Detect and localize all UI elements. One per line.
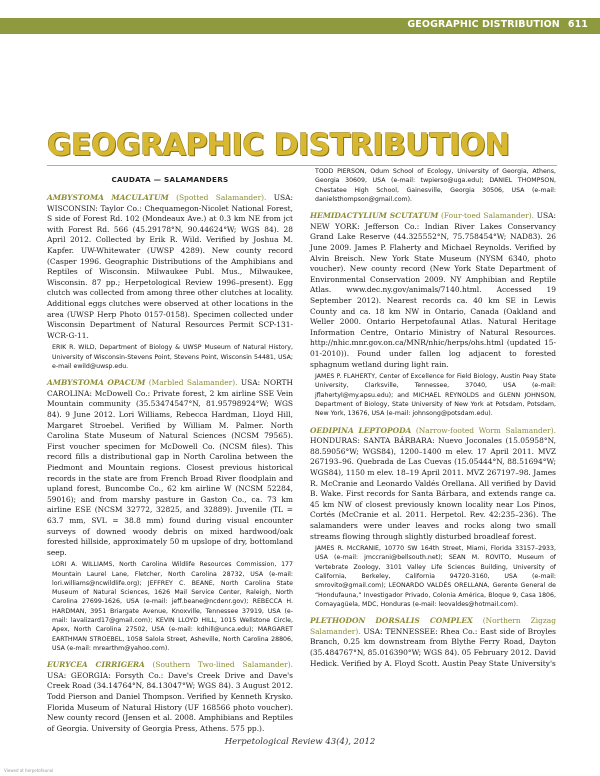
common-name: (Spotted Salamander). bbox=[176, 193, 267, 202]
section-title: GEOGRAPHIC DISTRIBUTION bbox=[47, 128, 510, 163]
species-entry bbox=[47, 660, 293, 734]
right-column bbox=[310, 165, 556, 676]
species-entry bbox=[310, 211, 556, 418]
common-name: (Four-toed Salamander). bbox=[441, 211, 534, 221]
entry-text: USA: GEORGIA: Forsyth Co.: Dave's Creek Drive and Dave's Creek Road (34.14764°N, 84.13047°W; WGS 84). 3 August 2012. Todd Pierson and Daniel Thompson. Verified by Kenneth Krysko. Florida Museum of Natural History (UF 168566 photo voucher). New county record (Jensen et al. 2008. Amphibians and Reptiles of Georgia. University of Georgia Press, Athens. 575 pp.). bbox=[47, 670, 293, 733]
journal-footer: Herpetological Review 43(4), 2012 bbox=[224, 737, 376, 747]
running-header bbox=[407, 19, 588, 30]
species-entry bbox=[310, 616, 556, 669]
common-name: (Marbled Salamander). bbox=[148, 378, 238, 388]
entry-authors: TODD PIERSON, Odum School of Ecology, University of Georgia, Athens, Georgia 30609, USA (e-mail: twpierso@uga.edu); DANIEL THOMPSON, Chestatee High School, Gainesville, Georgia 30506, USA (e-mail: danielsthompson@gmail.com). bbox=[315, 168, 556, 203]
left-column bbox=[47, 172, 293, 741]
entry-authors: ERIK R. WILD, Department of Biology & UWSP Museum of Natural History, University of Wisconsin-Stevens Point, Stevens Point, Wisconsin 54481, USA; e-mail ewild@uwsp.edu. bbox=[52, 344, 293, 370]
entry-text: USA: TENNESSEE: Rhea Co.: East side of Broyles Branch, 0.25 km downstream from Blythe Ferry Road, Dayton (35.484767°N, 85.016390°W; WGS 84). 05 February 2012. David Hedick. Verified by A. Floyd Scott. Austin Peay State University's bbox=[310, 626, 556, 668]
species-name: AMBYSTOMA OPACUM bbox=[47, 378, 146, 388]
entry-authors: JAMES P. FLAHERTY, Center of Excellence for Field Biology, Austin Peay State University, Clarksville, Tennessee, 37040, USA (e-mail: jflahertyl@my.apsu.edu); and MICHAEL REYNOLDS and GLENN JOHNSON, Department of Biology, State University of New York at Potsdam, Potsdam, New York, 13676, USA (e-mail: johnsong@potsdam.edu). bbox=[315, 373, 556, 418]
entry-text: USA: WISCONSIN: Taylor Co.: Chequamegon-Nicolet National Forest, S side of Forest Rd. 102 (Mondeaux Ave.) at 0.3 km NE from jct with Forest Rd. 566 (45.29178°N, 90.44624°W; WGS 84). 28 April 2012. Collected by Erik R. Wild. Verified by Joshua M. Kapfer. UW-Whitewater (UWSP 4289). New county record (Casper 1996. Geographic Distributions of the Amphibians and Reptiles of Wisconsin. Milwaukee Publ. Mus., Milwaukee, Wisconsin. 87 pp.; Herpetological Review 1996–present). Egg clutch was collected from among three other clutches at locality. Additional eggs clutches were observed at other locations in the area (UWSP Herp Photo 0157-0158). Specimen collected under Wisconsin Department of Natural Resources Permit SCP-131-WCR-G-11. bbox=[47, 193, 294, 340]
common-name: (Northern Zigzag Salamander). bbox=[310, 616, 556, 636]
species-name: AMBYSTOMA MACULATUM bbox=[47, 193, 169, 202]
corner-note: Viewed at herpetofaunal bbox=[4, 768, 54, 773]
species-entry bbox=[310, 426, 556, 610]
species-entry-continued bbox=[310, 167, 556, 204]
species-name: HEMIDACTYLIUM SCUTATUM bbox=[310, 211, 439, 221]
entry-text: USA: NEW YORK: Jefferson Co.: Indian River Lakes Conservancy Grand Lake Reserve (44.325552°N, 75.758454°W; NAD83). 26 June 2009. James P. Flaherty and Michael Reynolds. Verified by Alvin Breisch. New York State Museum (NYSM 6340, photo voucher). New county record (New York State Department of Environmental Conservation 2009. NY Amphibian and Reptile Atlas. www.dec.ny.gov/animals/7140.html. Accessed 19 September 2012). Nearest records ca. 40 km SE in Lewis County and ca. 18 km NW in Ontario, Canada (Oakland and Weller 2000. Ontario Herpetofaunal Atlas. Natural Heritage Information Centre, Ontario Ministry of Natural Resources. http://nhic.mnr.gov.on.ca/MNR/nhic/herps/ohs.html (updated 15-01-2010)). Found under fallen log adjacent to forested sphagnum wetland during light rain. bbox=[310, 211, 556, 369]
page-number: 611 bbox=[567, 19, 588, 30]
entry-text: HONDURAS: SANTA BÁRBARA: Nuevo Joconales (15.05958°N, 88.59056°W; WGS84), 1200–1400 m elev. 17 April 2011. MVZ 267193–96. Quebrada de Las Cuevas (15.05444°N, 88.51694°W; WGS84), 1150 m elev. 18–19 April 2011. MVZ 267197–98. James R. McCranie and Leonardo Valdés Orellana. All verified by David B. Wake. First records for Santa Bárbara, and extends range ca. 45 km NW of closest previously known locality near Los Pinos, Cortés (McCranie et al. 2011. Herpetol. Rev. 42:235–236). The salamanders were under leaves and rocks along two small streams flowing through slightly disturbed broadleaf forest. bbox=[310, 436, 556, 541]
entry-authors: LORI A. WILLIAMS, North Carolina Wildlife Resources Commission, 177 Mountain Laurel Lane, Fletcher, North Carolina 28732, USA (e-mail: lori.williams@ncwildlife.org); JEFFREY C. BEANE, North Carolina State Museum of Natural Sciences, 1626 Mail Service Center, Raleigh, North Carolina 27699-1626, USA (e-mail: jeff.beane@ncdenr.gov); REBECCA H. HARDMAN, 3951 Briargate Avenue, Knoxville, Tennessee 37919, USA (e-mail: lavalizard17@gmail.com); KEVIN LLOYD HILL, 1015 Wellstone Circle, Apex, North Carolina 27502, USA (e-mail: kdhill@unca.edu); MARGARET EARTHMAN STROEBEL, 1058 Salola Street, Asheville, North Carolina 28806, USA (e-mail: mrearthm@yahoo.com). bbox=[52, 561, 293, 652]
entry-text: USA: NORTH CAROLINA: McDowell Co.: Private forest, 2 km airline SSE Vein Mountain community (35.53474547°N, 81.95798924°W; WGS 84). 9 June 2012. Lori Williams, Rebecca Hardman, Lloyd Hill, Margaret Stroebel. Verified by William M. Palmer. North Carolina State Museum of Natural Sciences (NCSM 79565). First voucher specimen for McDowell Co. (NCSM files). This record fills a distributional gap in North Carolina between the Piedmont and Mountain regions. Closest previous historical records in the state are from French Broad River floodplain and upland forest, Buncombe Co., 62 km airline W (NCSM 52284, 59016); and from marshy pasture in Gaston Co., ca. 73 km airline ESE (NCSM 32772, 32825, and 32889). Juvenile (TL = 63.7 mm, SVL = 38.8 mm) found during visual encounter surveys of downed woody debris on mixed hardwood/oak forested hillside, approximately 50 m upslope of dry, bottomland seep. bbox=[47, 378, 293, 557]
species-name: OEDIPINA LEPTOPODA bbox=[310, 425, 412, 435]
entry-authors: JAMES R. McCRANIE, 10770 SW 164th Street, Miami, Florida 33157–2933, USA (e-mail: jmccrani@bellsouth.net); SEAN M. ROVITO, Museum of Vertebrate Zoology, 3101 Valley Life Sciences Building, University of California, Berkeley, California 94720-3160, USA (e-mail: smrovito@gmail.com); LEONARDO VALDÉS ORELLANA, Gerente General de “Hondufauna,” Investigador Privado, Colonia América, Bloque 9, Casa 1806, Comayagüela, MDC, Honduras (e-mail: leovaldes@hotmail.com). bbox=[315, 545, 556, 608]
common-name: (Southern Two-lined Salamander). bbox=[152, 660, 293, 670]
running-header-section: GEOGRAPHIC DISTRIBUTION bbox=[407, 19, 560, 30]
common-name: (Narrow-footed Worm Salamander). bbox=[415, 425, 556, 435]
species-name: EURYCEA CIRRIGERA bbox=[47, 660, 145, 670]
species-entry bbox=[47, 378, 293, 653]
species-name: PLETHODON DORSALIS COMPLEX bbox=[310, 616, 473, 626]
species-entry bbox=[47, 193, 293, 371]
taxon-subheading: CAUDATA — SALAMANDERS bbox=[111, 175, 229, 184]
running-header-bar bbox=[0, 18, 600, 34]
